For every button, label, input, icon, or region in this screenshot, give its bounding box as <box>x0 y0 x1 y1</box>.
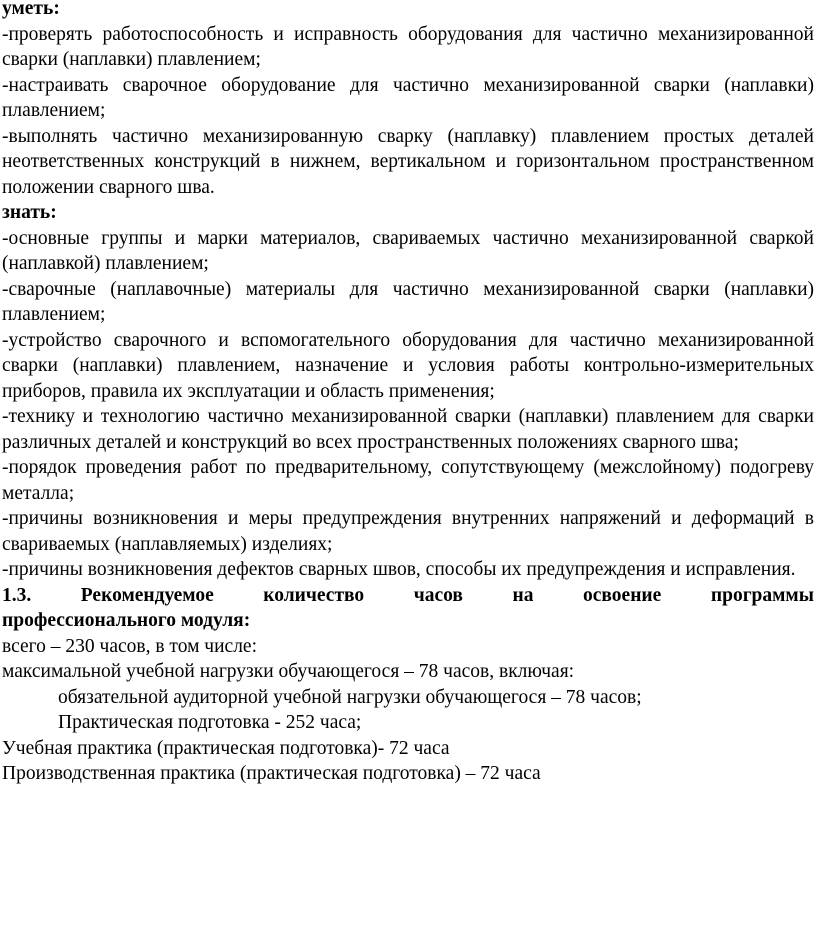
skills-item: -настраивать сварочное оборудование для частично механизированной сварки (наплавки) плавлением; <box>2 74 814 121</box>
section-heading-word: освоение <box>582 584 662 606</box>
knowledge-heading: знать: <box>2 202 57 223</box>
max-load-line: максимальной учебной нагрузки обучающегося – 78 часов, включая: <box>2 661 575 682</box>
section-heading-continuation: профессионального модуля: <box>2 610 251 631</box>
knowledge-item: -устройство сварочного и вспомогательного оборудования для частично механизированной сварки (наплавки) плавлением, назначение и условия работы контрольно-измерительных приборов, правила их эксплуатации и область применения; <box>2 329 814 402</box>
knowledge-item: -причины возникновения и меры предупреждения внутренних напряжений и деформаций в свариваемых (наплавляемых) изделиях; <box>2 508 814 555</box>
knowledge-item: -порядок проведения работ по предварительному, сопутствующему (межслойному) подогреву металла; <box>2 457 814 504</box>
total-hours-line: всего – 230 часов, в том числе: <box>2 635 257 657</box>
section-heading-word: на <box>512 584 534 606</box>
section-heading-word: количество <box>263 584 365 606</box>
section-heading-word: программы <box>710 584 814 606</box>
skills-item: -проверять работоспособность и исправность оборудования для частично механизированной сварки (наплавки) плавлением; <box>2 23 814 70</box>
educational-practice-line: Учебная практика (практическая подготовка)- 72 часа <box>2 737 450 759</box>
section-number: 1.3. <box>2 584 32 606</box>
industrial-practice-line: Производственная практика (практическая подготовка) – 72 часа <box>2 763 541 784</box>
knowledge-item: -причины возникновения дефектов сварных швов, способы их предупреждения и исправления. <box>2 559 796 580</box>
skills-item: -выполнять частично механизированную сварку (наплавку) плавлением простых деталей неответственных конструкций в нижнем, вертикальном и горизонтальном пространственном положении сварного шва. <box>2 125 814 198</box>
section-heading <box>2 583 814 609</box>
section-heading-word: часов <box>413 584 463 606</box>
knowledge-item: -технику и технологию частично механизированной сварки (наплавки) плавлением для сварки различных деталей и конструкций во всех пространственных положениях сварного шва; <box>2 406 814 453</box>
knowledge-item: -сварочные (наплавочные) материалы для частично механизированной сварки (наплавки) плавлением; <box>2 278 814 325</box>
skills-heading: уметь: <box>2 0 60 19</box>
mandatory-load-line: обязательной аудиторной учебной нагрузки обучающегося – 78 часов; <box>58 686 642 708</box>
section-heading-word: Рекомендуемое <box>80 584 214 606</box>
practical-training-line: Практическая подготовка - 252 часа; <box>58 712 362 733</box>
knowledge-item: -основные группы и марки материалов, свариваемых частично механизированной сваркой (наплавкой) плавлением; <box>2 227 814 274</box>
